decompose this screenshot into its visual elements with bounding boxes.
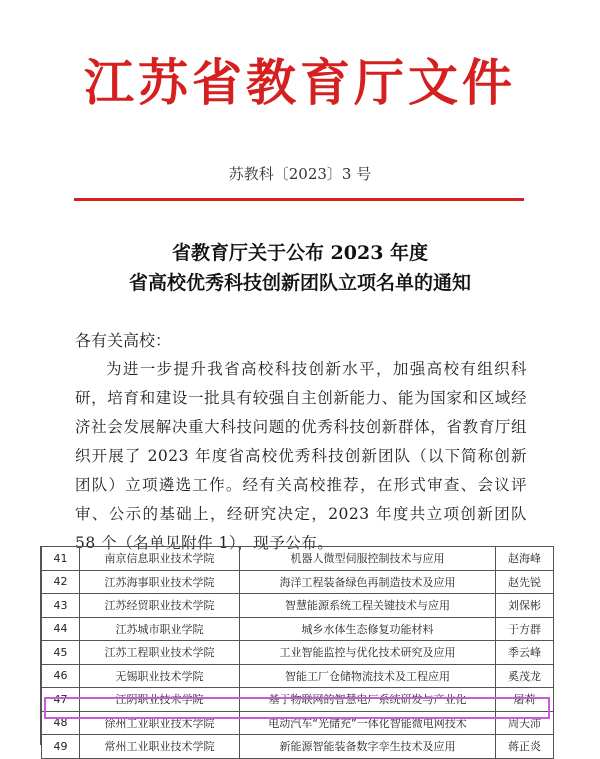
row-number: 43 — [42, 594, 80, 618]
project-name: 海洋工程装备绿色再制造技术及应用 — [240, 570, 496, 594]
row-number: 44 — [42, 617, 80, 641]
school-name: 无锡职业技术学院 — [80, 664, 240, 688]
notice-body: 为进一步提升我省高校科技创新水平，加强高校有组织科研，培育和建设一批具有较强自主创新能力、能为国家和区域经济社会发展解决重大科技问题的优秀科技创新群体，省教育厅组织开展了 2023 年度省高校优秀科技创新团队（以下简称创新团队）立项遴选工作。经有关高校推荐，在形式审查、会议评审、公示的基础上，经研究决定，2023 年度共立项创新团队 58 个（名单见附件 1），现予公布。 — [75, 360, 527, 552]
project-name: 智慧能源系统工程关键技术与应用 — [240, 594, 496, 618]
school-name: 常州工业职业技术学院 — [80, 735, 240, 759]
school-name: 江苏经贸职业技术学院 — [80, 594, 240, 618]
project-name: 智能工厂仓储物流技术及工程应用 — [240, 664, 496, 688]
team-leader: 周天沛 — [496, 711, 554, 735]
team-leader: 屠莉 — [496, 688, 554, 712]
table-row — [42, 664, 554, 688]
table-row — [42, 617, 554, 641]
project-name: 新能源智能装备数字孪生技术及应用 — [240, 735, 496, 759]
row-number: 48 — [42, 711, 80, 735]
school-name: 徐州工业职业技术学院 — [80, 711, 240, 735]
table-row — [42, 641, 554, 665]
school-name: 江苏工程职业技术学院 — [80, 641, 240, 665]
notice-title-line2: 省高校优秀科技创新团队立项名单的通知 — [128, 272, 471, 294]
team-leader: 蒋正炎 — [496, 735, 554, 759]
school-name: 江苏城市职业学院 — [80, 617, 240, 641]
row-number: 46 — [42, 664, 80, 688]
team-leader: 赵海峰 — [496, 547, 554, 571]
table-row — [42, 594, 554, 618]
school-name: 江苏海事职业技术学院 — [80, 570, 240, 594]
project-name: 基于物联网的智慧电厂系统研发与产业化 — [240, 688, 496, 712]
row-number: 45 — [42, 641, 80, 665]
document-header-title: 江苏省教育厅文件 — [84, 53, 516, 112]
document-number: 苏教科〔2023〕3 号 — [228, 165, 372, 183]
project-name: 城乡水体生态修复功能材料 — [240, 617, 496, 641]
table-row — [42, 688, 554, 712]
row-number: 49 — [42, 735, 80, 759]
table-row — [42, 735, 554, 759]
team-list-table — [40, 546, 554, 754]
project-name: 机器人微型伺服控制技术与应用 — [240, 547, 496, 571]
salutation: 各有关高校： — [75, 331, 172, 350]
table-row — [42, 547, 554, 571]
team-leader: 奚茂龙 — [496, 664, 554, 688]
row-number: 42 — [42, 570, 80, 594]
team-leader: 刘保彬 — [496, 594, 554, 618]
team-leader: 赵先锐 — [496, 570, 554, 594]
row-number: 41 — [42, 547, 80, 571]
school-name: 江阴职业技术学院 — [80, 688, 240, 712]
red-divider — [74, 198, 524, 201]
team-leader: 于方群 — [496, 617, 554, 641]
row-number: 47 — [42, 688, 80, 712]
project-name: 工业智能监控与优化技术研究及应用 — [240, 641, 496, 665]
team-leader: 季云峰 — [496, 641, 554, 665]
school-name: 南京信息职业技术学院 — [80, 547, 240, 571]
table-row — [42, 570, 554, 594]
project-name: 电动汽车“光储充”一体化智能微电网技术 — [240, 711, 496, 735]
notice-title-line1: 省教育厅关于公布 2023 年度 — [171, 242, 429, 264]
table-row-highlighted — [42, 711, 554, 735]
